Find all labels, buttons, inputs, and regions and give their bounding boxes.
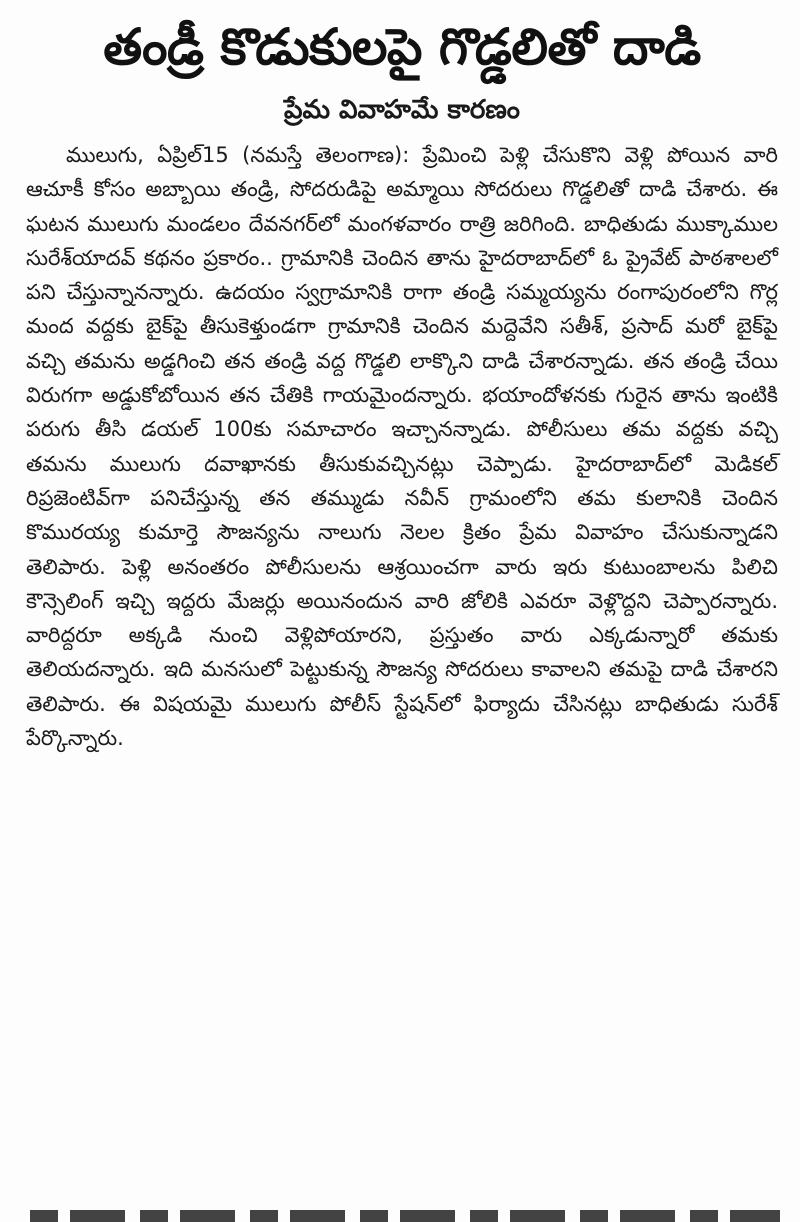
subheadline: ప్రేమ వివాహమే కారణం	[283, 95, 520, 125]
headline: తండ్రీ కొడుకులపై గొడ్డలితో దాడి	[103, 18, 701, 76]
next-article-cut-edge	[30, 1210, 780, 1222]
article-body: ములుగు, ఏప్రిల్15 (నమస్తే తెలంగాణ): ప్రేమించి పెళ్లి చేసుకొని వెళ్లి పోయిన వారి ఆచూకీ కోసం అబ్బాయి తండ్రి, సోదరుడిపై అమ్మాయి సోదరులు గొడ్డలితో దాడి చేశారు. ఈ ఘటన ములుగు మండలం దేవనగర్‌లో మంగళవారం రాత్రి జరిగింది. బాధితుడు ముక్కాముల సురేశ్‌యాదవ్ కథనం ప్రకారం.. గ్రామానికి చెందిన తాను హైదరాబాద్‌లో ఓ ప్రైవేట్ పాఠశాలలో పని చేస్తున్నానన్నారు. ఉదయం స్వగ్రామానికి రాగా తండ్రి సమ్మయ్యను రంగాపురంలోని గొర్ల మంద వద్దకు బైక్‌పై తీసుకెళ్తుండగా గ్రామానికి చెందిన మద్దెవేని సతీశ్, ప్రసాద్ మరో బైక్‌పై వచ్చి తమను అడ్డగించి తన తండ్రి వద్ద గొడ్డలి లాక్కొని దాడి చేశారన్నాడు. తన తండ్రి చేయి విరుగగా అడ్డుకోబోయిన తన చేతికి గాయమైందన్నారు. భయాందోళనకు గురైన తాను ఇంటికి పరుగు తీసి డయల్ 100కు సమాచారం ఇచ్చానన్నాడు. పోలీసులు తమ వద్దకు వచ్చి తమను ములుగు దవాఖానకు తీసుకువచ్చినట్లు చెప్పాడు. హైదరాబాద్‌లో మెడికల్ రిప్రజెంటివ్‌గా పనిచేస్తున్న తన తమ్ముడు నవీన్ గ్రామంలోని తమ కులానికి చెందిన కొమురయ్య కుమార్తె సౌజన్యను నాలుగు నెలల క్రితం ప్రేమ వివాహం చేసుకున్నాడని తెలిపారు. పెళ్లి అనంతరం పోలీసులను ఆశ్రయించగా వారు ఇరు కుటుంబాలను పిలిచి కౌన్సెలింగ్ ఇచ్చి ఇద్దరు మేజర్లు అయినందున వారి జోలికి ఎవరూ వెళ్లొద్దని చెప్పారన్నారు. వారిద్దరూ అక్కడి నుంచి వెళ్లిపోయారని, ప్రస్తుతం వారు ఎక్కడున్నారో తమకు తెలియదన్నారు. ఇది మనసులో పెట్టుకున్న సౌజన్య సోదరులు కావాలని తమపై దాడి చేశారని తెలిపారు. ఈ విషయమై ములుగు పోలీస్ స్టేషన్‌లో ఫిర్యాదు చేసినట్లు బాధితుడు సురేశ్ పేర్కొన్నారు.	[26, 143, 778, 751]
